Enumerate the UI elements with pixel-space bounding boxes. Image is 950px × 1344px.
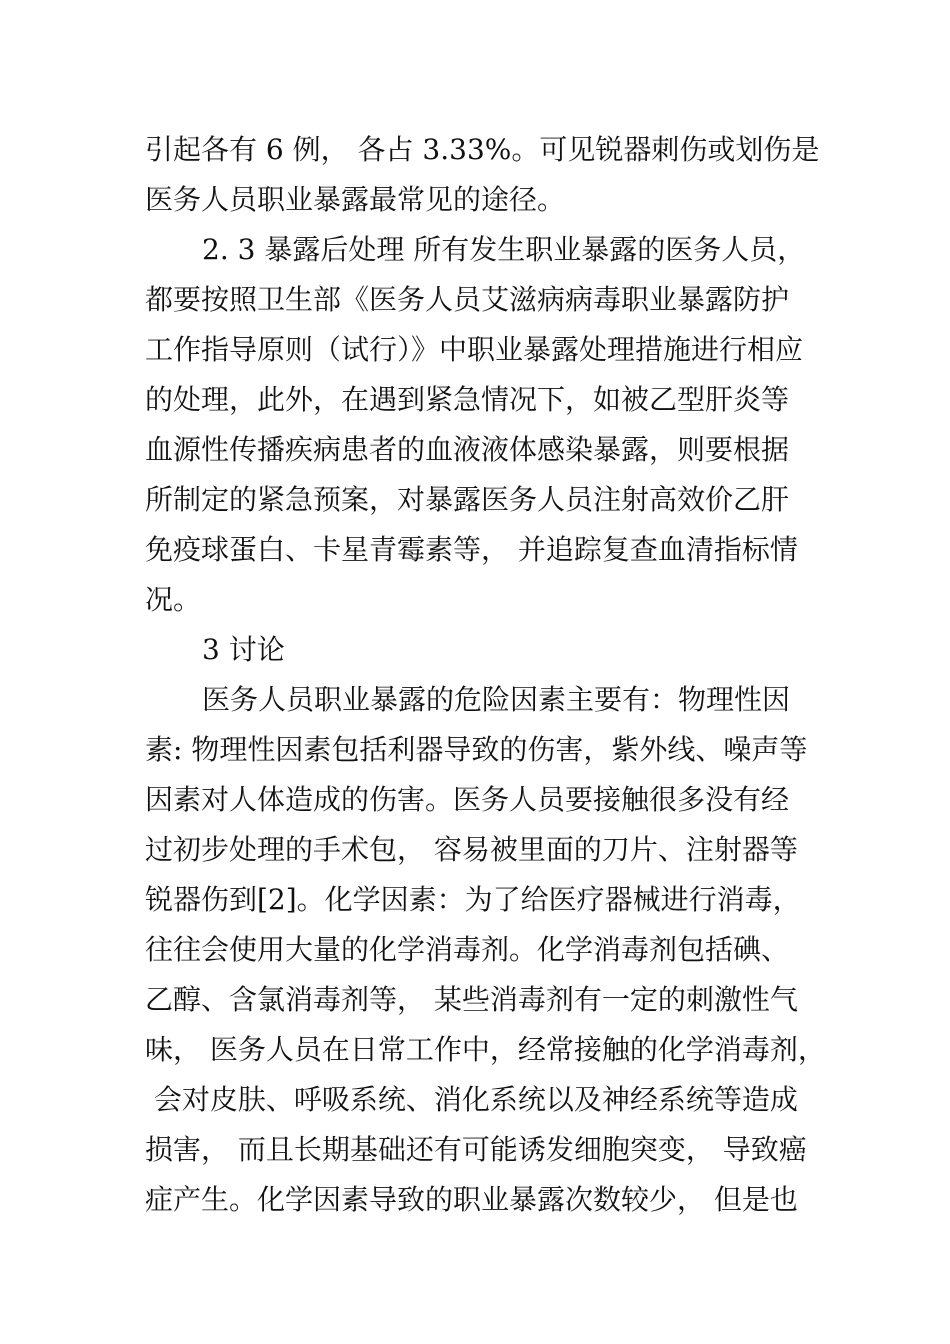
text-line: 况。 [145,583,202,616]
text-line: 素: 物理性因素包括利器导致的伤害，紫外线、噪声等 [145,733,808,766]
section-heading-line: 2. 3 暴露后处理 所有发生职业暴露的医务人员， [202,233,806,266]
text-line: 乙醇、含氯消毒剂等， 某些消毒剂有一定的刺激性气 [145,983,798,1016]
text-line: 都要按照卫生部《医务人员艾滋病病毒职业暴露防护 [145,283,790,316]
text-line: 医务人员职业暴露的危险因素主要有：物理性因 [202,683,791,716]
text-line: 工作指导原则（试行）》中职业暴露处理措施进行相应 [145,333,804,366]
text-line: 症产生。化学因素导致的职业暴露次数较少， 但是也 [145,1183,798,1216]
text-line: 因素对人体造成的伤害。医务人员要接触很多没有经 [145,783,790,816]
text-line: 往往会使用大量的化学消毒剂。化学消毒剂包括碘、 [145,933,790,966]
text-line: 引起各有 6 例， 各占 3.33%。可见锐器刺伤或划伤是 [145,133,820,166]
text-line: 过初步处理的手术包， 容易被里面的刀片、注射器等 [145,833,798,866]
section-heading: 3 讨论 [202,633,285,666]
text-line: 的处理，此外，在遇到紧急情况下，如被乙型肝炎等 [145,383,790,416]
text-line: 血源性传播疾病患者的血液液体感染暴露，则要根据 [145,433,790,466]
text-line: 免疫球蛋白、卡星青霉素等， 并追踪复查血清指标情 [145,533,798,566]
text-line: 味， 医务人员在日常工作中，经常接触的化学消毒剂， [145,1033,826,1066]
text-line: 医务人员职业暴露最常见的途径。 [145,183,566,216]
text-line: 所制定的紧急预案，对暴露医务人员注射高效价乙肝 [145,483,790,516]
text-line: 损害， 而且长期基础还有可能诱发细胞突变， 导致癌 [145,1133,807,1166]
text-line: 会对皮肤、呼吸系统、消化系统以及神经系统等造成 [145,1083,798,1116]
text-line: 锐器伤到[2]。化学因素：为了给医疗器械进行消毒， [145,883,801,916]
